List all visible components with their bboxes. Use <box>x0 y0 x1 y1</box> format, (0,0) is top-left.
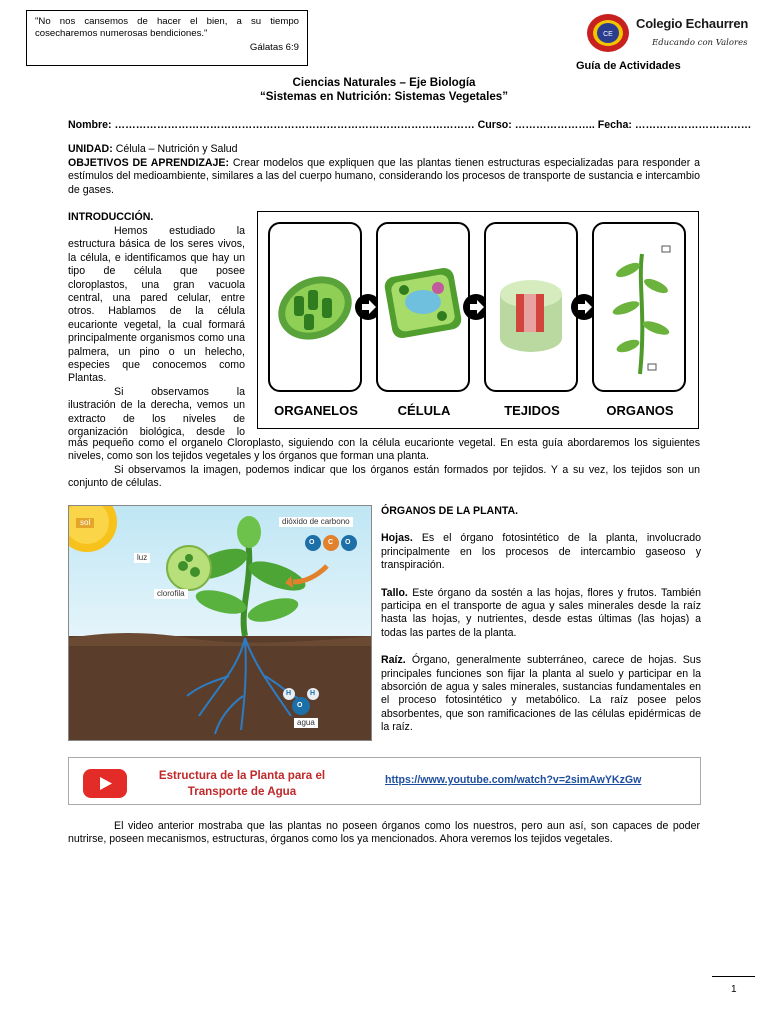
plant-organ-illustration <box>594 224 684 390</box>
guide-title: Guía de Actividades <box>576 60 681 72</box>
video-title: Estructura de la Planta para el Transporte de Agua <box>158 769 326 798</box>
organ-card <box>592 222 686 392</box>
date-field[interactable]: …………………………… <box>634 119 752 131</box>
organ-leaves <box>381 532 701 572</box>
quote-reference: Gálatas 6:9 <box>249 42 299 53</box>
school-motto: Educando con Valores <box>652 38 748 48</box>
unit-label: UNIDAD: <box>68 143 113 155</box>
intro-paragraph-2-continued: más pequeño como el organelo Cloroplasto, siguiendo con la célula eucarionte vegetal. En esta guía abordaremos los siguientes niveles, como son los tejidos vegetales y los órganos que forman una planta. <box>68 437 700 463</box>
page-number: 1 <box>731 984 737 995</box>
student-info-line <box>68 119 751 132</box>
organs-heading: ÓRGANOS DE LA PLANTA. <box>381 505 519 517</box>
intro-paragraph-1: Hemos estudiado la estructura básica de los seres vivos, la célula, e identificamos que hay un tipo de célula que posee cloroplastos, una gran vacuola central, una pared celular, entre otros. Hablamos de la célula eucarionte vegetal, la cual formará principalmente organismos como una palmera, un pino o un helecho, especies que conocemos como Plantas. <box>68 225 245 385</box>
introduction-column <box>68 225 245 440</box>
school-logo <box>584 12 750 54</box>
school-crest-icon <box>584 12 634 54</box>
cell-card <box>376 222 470 392</box>
subject-title: Ciencias Naturales – Eje Biología <box>292 76 476 89</box>
co2-carbon: C <box>328 539 334 546</box>
logo-initials: CE <box>603 31 613 38</box>
organ-stem <box>381 587 701 641</box>
guide-subtitle: “Sistemas en Nutrición: Sistemas Vegetales” <box>259 90 509 103</box>
level-label-cell: CÉLULA <box>397 403 451 418</box>
unit-line <box>68 143 238 156</box>
organ-text-leaves: Es el órgano fotosintético de la planta, involucrado principalmente en los procesos de intercambio gaseoso y transpiración. <box>381 532 701 572</box>
date-label: Fecha: <box>597 119 632 131</box>
introduction-continued <box>68 437 700 491</box>
level-label-organelles: ORGANELOS <box>274 403 358 418</box>
organ-name-stem: Tallo. <box>381 586 408 599</box>
chlorophyll-label: clorofila <box>154 589 188 599</box>
course-field[interactable]: ………………….. <box>514 119 595 131</box>
video-link[interactable]: https://www.youtube.com/watch?v=2simAwYKzGw <box>385 774 642 786</box>
light-label: luz <box>134 553 150 563</box>
video-reference-box <box>68 757 701 805</box>
closing-paragraph: El video anterior mostraba que las plantas no poseen órganos como los nuestros, pero aun así, son capaces de poder nutrirse, poseen mecanismos, estructuras, órganos como los ya mencionados. Ahora veremos los tejidos vegetales. <box>68 820 700 846</box>
school-name: Colegio Echaurren <box>636 16 749 31</box>
name-field[interactable]: ………………………………………………………………………………………… <box>114 119 475 131</box>
level-label-organs: ORGANOS <box>606 403 674 418</box>
intro-paragraph-2: Si observamos la ilustración de la derecha, vemos un extracto de los niveles de organización biológica, desde lo <box>68 385 245 439</box>
learning-objectives <box>68 157 700 197</box>
water-label: agua <box>294 718 318 728</box>
co2-label: dióxido de carbono <box>279 517 353 527</box>
tissue-illustration <box>486 224 576 390</box>
level-label-tissues: TEJIDOS <box>504 403 560 418</box>
organ-text-stem: Este órgano da sostén a las hojas, flores y frutos. También participa en el transporte de agua y sales minerales desde la raíz hasta las hojas, y nutrientes, desde estas últimas (las hojas) a todas las partes de la planta. <box>381 586 701 639</box>
organ-text-root: Órgano, generalmente subterráneo, carece de hojas. Sus principales funciones son fijar la planta al suelo y participar en la absorción de agua y sales minerales, sustancias fundamentales en el proceso fotosintético y metabólico. La raíz posee pelos absorbentes, que son ramificaciones de las células epidérmicas de la raíz. <box>381 654 701 734</box>
quote-text: "No nos cansemos de hacer el bien, a su tiempo cosecharemos numerosas bendiciones." <box>35 16 299 39</box>
intro-paragraph-3: Si observamos la imagen, podemos indicar que los órganos están formados por tejidos. Y a su vez, los tejidos son un conjunto de células. <box>68 463 700 490</box>
objectives-label: OBJETIVOS DE APRENDIZAJE: <box>68 157 230 169</box>
introduction-heading: INTRODUCCIÓN. <box>68 211 154 223</box>
organization-levels-figure <box>257 211 699 429</box>
water-oxygen: O <box>297 702 303 709</box>
organ-root <box>381 654 701 734</box>
chloroplast-illustration <box>270 224 360 390</box>
plant-organs-section <box>381 505 701 749</box>
objectives-text: Crear modelos que expliquen que las plantas tienen estructuras especializadas para responder a estímulos del medioambiente, similares a las del cuerpo humano, considerando los procesos de transporte de sustancia e intercambio de gases. <box>68 157 700 196</box>
co2-oxygen-left: O <box>309 539 315 546</box>
bible-quote-box <box>26 10 308 66</box>
organelle-card <box>268 222 362 392</box>
footer-rule <box>712 976 755 977</box>
organ-name-root: Raíz. <box>381 654 406 667</box>
youtube-play-icon[interactable] <box>83 769 127 798</box>
organ-name-leaves: Hojas. <box>381 532 413 545</box>
plant-photosynthesis-figure <box>68 505 372 741</box>
water-hydrogen-right: H <box>310 690 316 697</box>
sun-label: sol <box>76 518 94 528</box>
water-hydrogen-left: H <box>286 690 292 697</box>
plant-cell-illustration <box>378 224 468 390</box>
co2-oxygen-right: O <box>345 539 351 546</box>
name-label: Nombre: <box>68 119 112 131</box>
course-label: Curso: <box>477 119 512 131</box>
tissue-card <box>484 222 578 392</box>
unit-value: Célula – Nutrición y Salud <box>115 143 238 155</box>
